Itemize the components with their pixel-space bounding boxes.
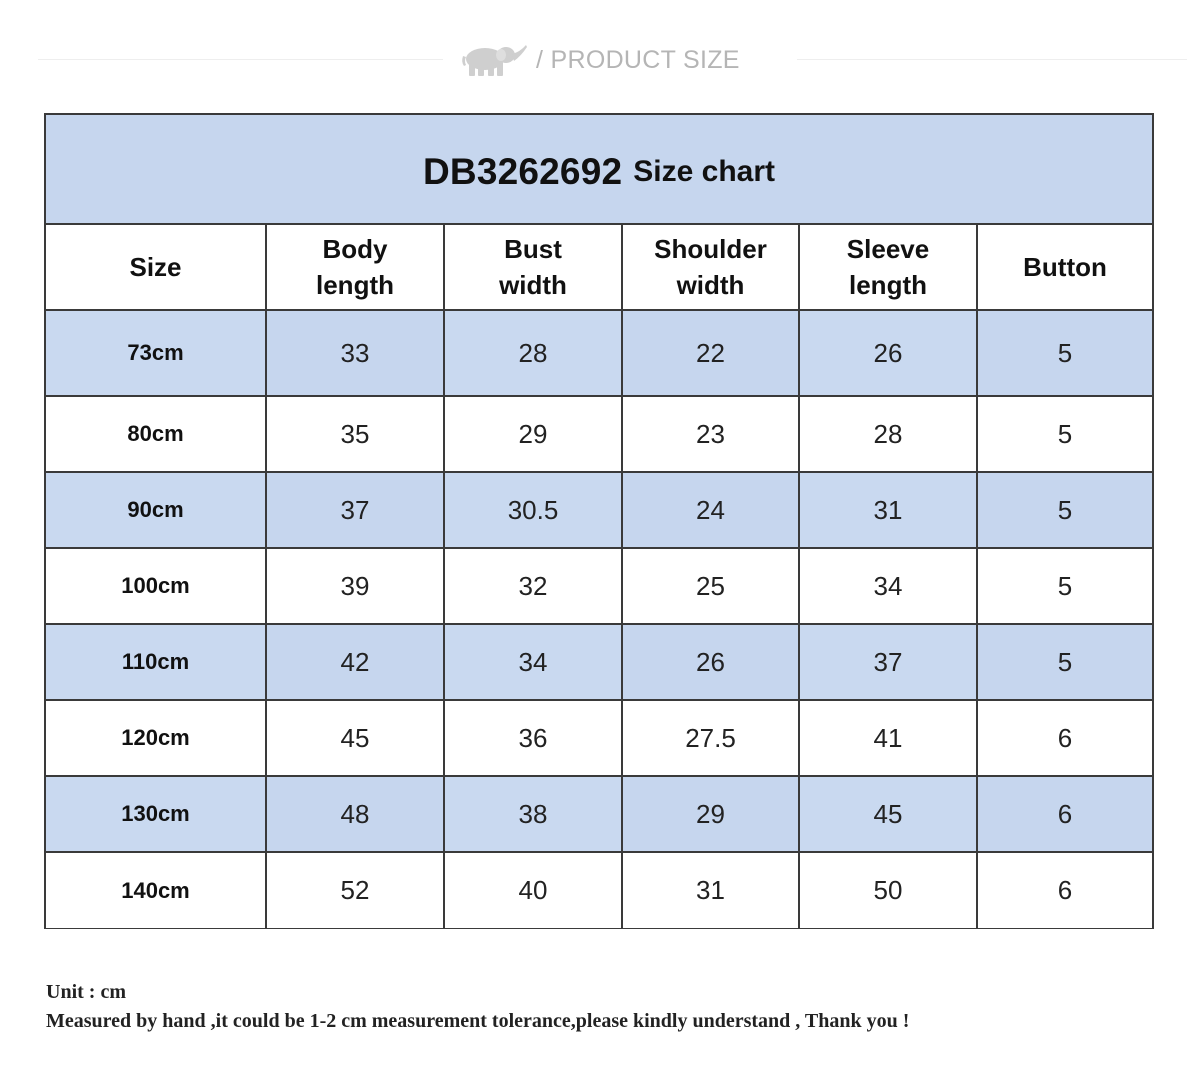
cell-body-length: 45 [266,700,444,776]
cell-body-length: 37 [266,472,444,548]
table-row [46,776,1152,852]
elephant-icon [460,42,528,78]
column-header-body-length: Body length [266,225,444,310]
column-header-button: Button [977,225,1152,310]
cell-button: 5 [977,472,1152,548]
cell-shoulder-width: 31 [622,852,799,928]
cell-body-length: 52 [266,852,444,928]
cell-size: 90cm [46,472,266,548]
cell-sleeve-length: 45 [799,776,977,852]
column-header-sleeve-length: Sleeve length [799,225,977,310]
table-row [46,396,1152,472]
cell-sleeve-length: 41 [799,700,977,776]
cell-sleeve-length: 31 [799,472,977,548]
cell-sleeve-length: 37 [799,624,977,700]
cell-size: 100cm [46,548,266,624]
tolerance-note: Measured by hand ,it could be 1-2 cm measurement tolerance,please kindly understand , Thank you ! [46,1010,910,1032]
cell-bust-width: 30.5 [444,472,622,548]
column-header-size: Size [46,225,266,310]
cell-size: 140cm [46,852,266,928]
table-row [46,310,1152,396]
cell-bust-width: 32 [444,548,622,624]
cell-button: 6 [977,700,1152,776]
cell-size: 130cm [46,776,266,852]
cell-shoulder-width: 27.5 [622,700,799,776]
cell-bust-width: 28 [444,310,622,396]
size-chart [44,113,1154,929]
table-header-row [46,225,1152,310]
cell-bust-width: 34 [444,624,622,700]
table-row [46,472,1152,548]
chart-title-code: DB3262692 [422,151,623,192]
notes [46,978,909,1036]
cell-body-length: 42 [266,624,444,700]
unit-note: Unit : cm [46,981,126,1003]
cell-bust-width: 29 [444,396,622,472]
cell-sleeve-length: 34 [799,548,977,624]
table-row [46,700,1152,776]
section-header-title: / PRODUCT SIZE [536,46,740,74]
cell-bust-width: 38 [444,776,622,852]
cell-shoulder-width: 26 [622,624,799,700]
cell-size: 120cm [46,700,266,776]
cell-body-length: 35 [266,396,444,472]
cell-button: 5 [977,310,1152,396]
cell-button: 5 [977,396,1152,472]
table-row [46,548,1152,624]
cell-body-length: 33 [266,310,444,396]
cell-body-length: 39 [266,548,444,624]
chart-title [46,115,1152,225]
cell-size: 80cm [46,396,266,472]
cell-shoulder-width: 23 [622,396,799,472]
cell-bust-width: 36 [444,700,622,776]
cell-body-length: 48 [266,776,444,852]
cell-bust-width: 40 [444,852,622,928]
cell-button: 6 [977,776,1152,852]
cell-sleeve-length: 50 [799,852,977,928]
cell-sleeve-length: 26 [799,310,977,396]
cell-shoulder-width: 22 [622,310,799,396]
cell-button: 5 [977,548,1152,624]
cell-size: 73cm [46,310,266,396]
cell-button: 6 [977,852,1152,928]
header-divider-right [797,59,1187,60]
size-table [46,225,1152,928]
column-header-shoulder-width: Shoulder width [622,225,799,310]
cell-button: 5 [977,624,1152,700]
cell-shoulder-width: 29 [622,776,799,852]
cell-shoulder-width: 25 [622,548,799,624]
column-header-bust-width: Bust width [444,225,622,310]
cell-sleeve-length: 28 [799,396,977,472]
table-row [46,852,1152,928]
cell-size: 110cm [46,624,266,700]
cell-shoulder-width: 24 [622,472,799,548]
header-divider-left [38,59,443,60]
chart-title-suffix: Size chart [633,155,776,188]
table-row [46,624,1152,700]
